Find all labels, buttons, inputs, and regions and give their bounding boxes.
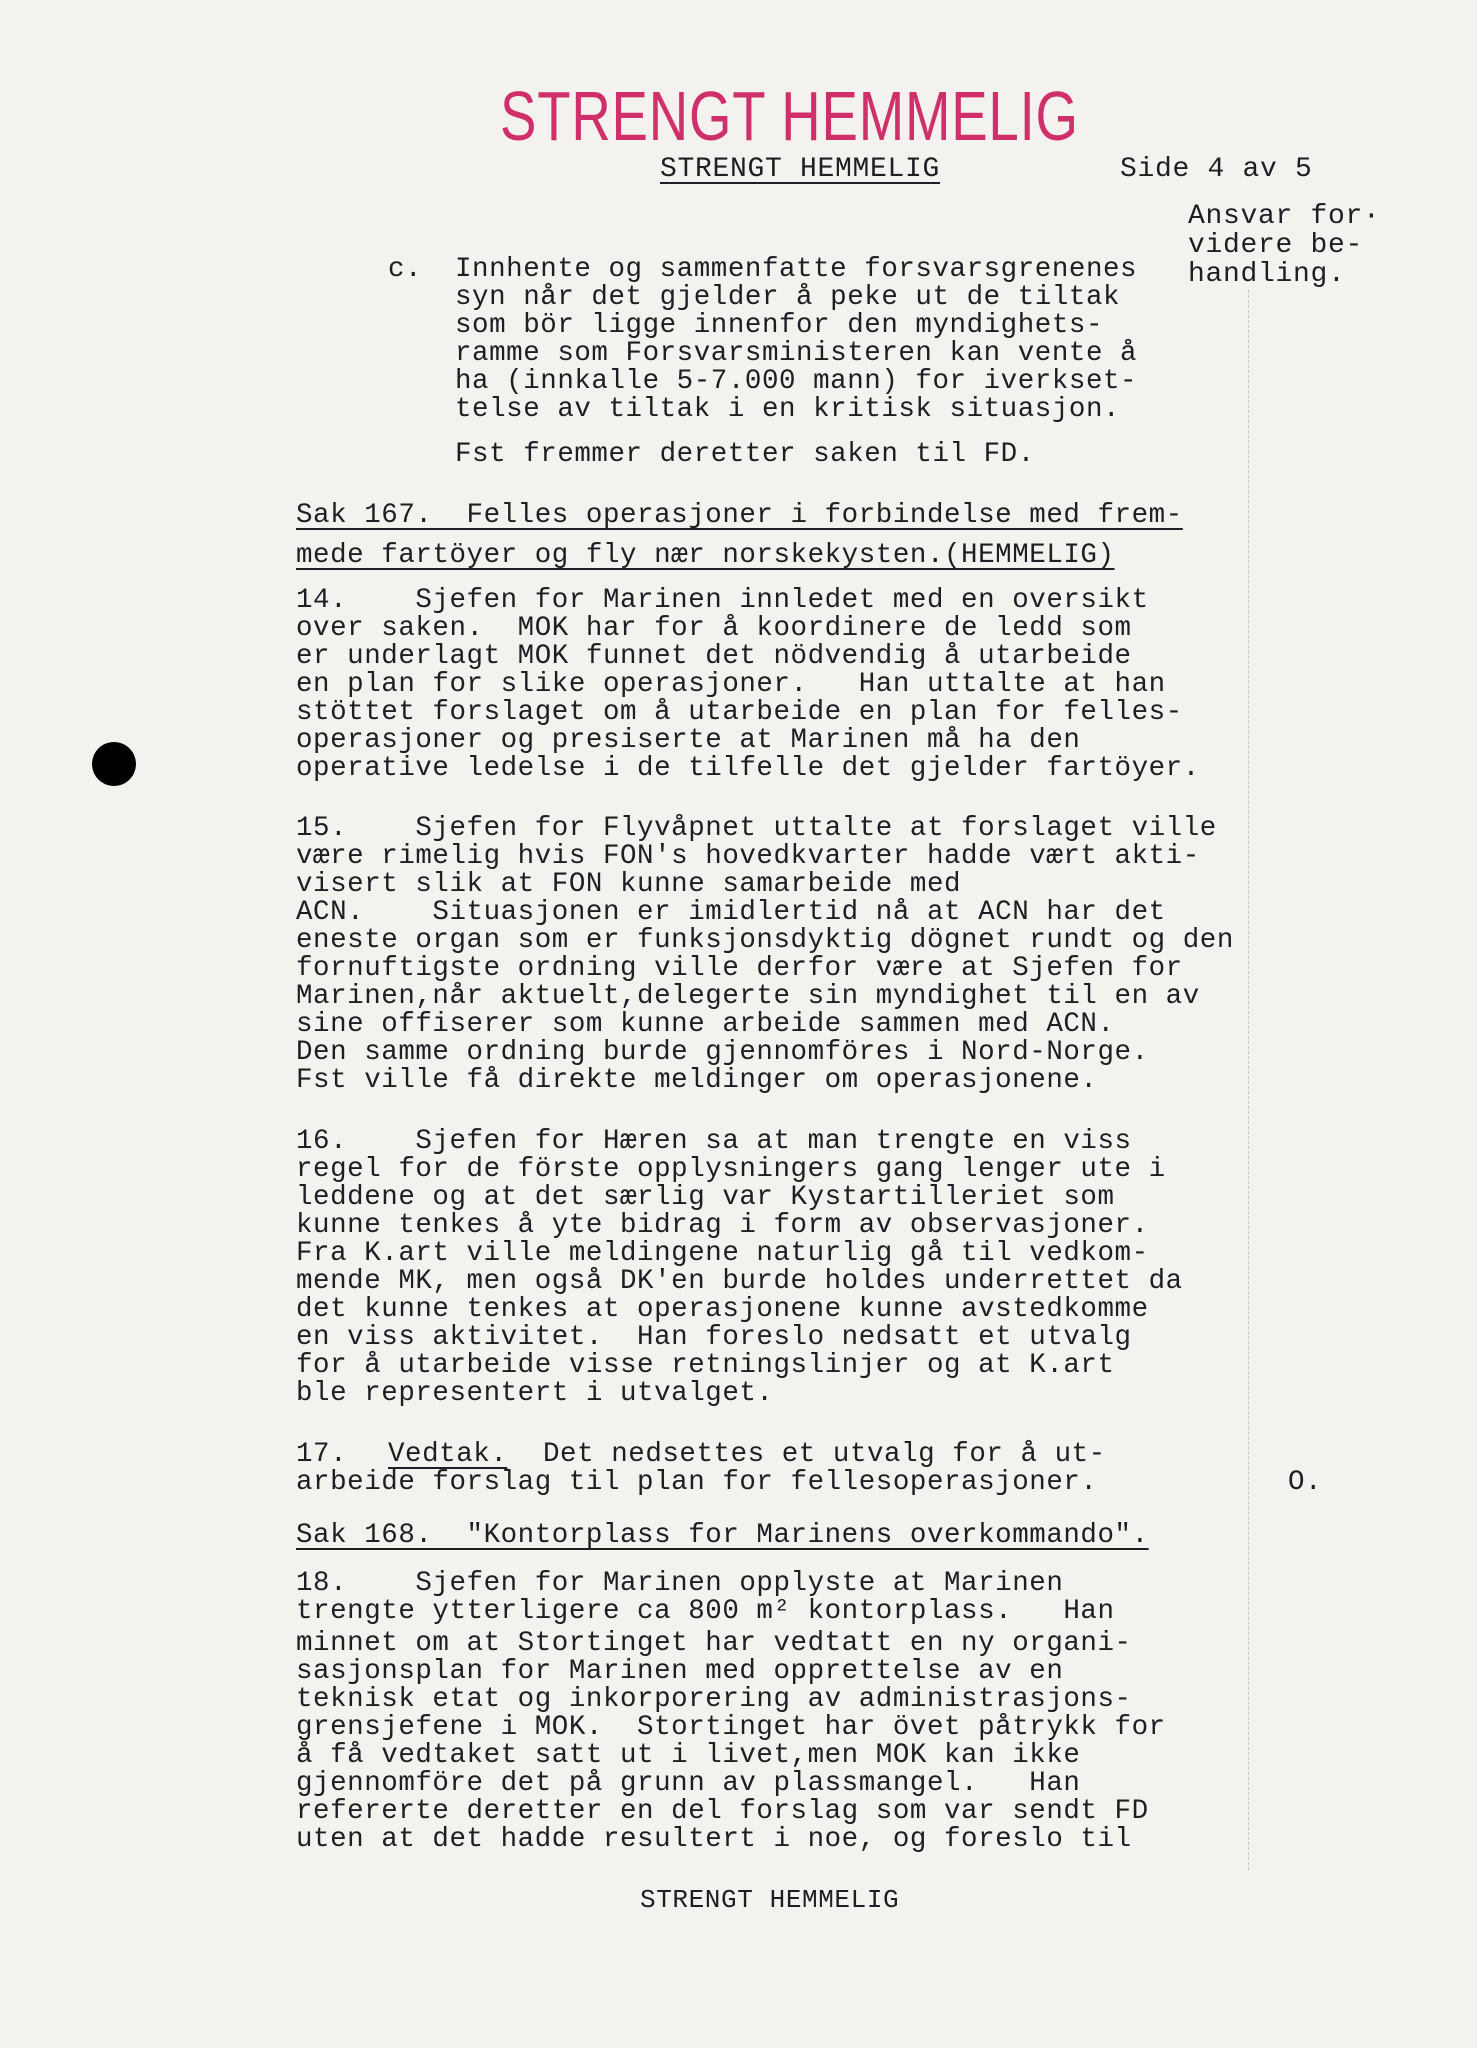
responsible-party: O. xyxy=(1288,1467,1323,1498)
case-heading: Sak 168. "Kontorplass for Marinens overkommando". xyxy=(296,1520,1149,1551)
paragraph-line: operative ledelse i de tilfelle det gjelder fartöyer. xyxy=(296,753,1200,784)
margin-column-line: handling. xyxy=(1188,259,1346,290)
paragraph-number: 17. xyxy=(296,1439,348,1470)
paragraph-line: være rimelig hvis FON's hovedkvarter hadde vært akti- xyxy=(296,841,1200,872)
paragraph-line: ramme som Forsvarsministeren kan vente å xyxy=(455,338,1138,369)
paragraph-line: Fra K.art ville meldingene naturlig gå til vedkom- xyxy=(296,1238,1149,1269)
margin-column-line: Ansvar for· xyxy=(1188,201,1381,232)
paragraph-line: eneste organ som er funksjonsdyktig dögnet rundt og den xyxy=(296,925,1234,956)
paragraph-line: over saken. MOK har for å koordinere de ledd som xyxy=(296,613,1132,644)
paragraph-line: grensjefene i MOK. Stortinget har övet påtrykk for xyxy=(296,1712,1166,1743)
paragraph-line: leddene og at det særlig var Kystartilleriet som xyxy=(296,1182,1115,1213)
paragraph-line: 18. Sjefen for Marinen opplyste at Marinen xyxy=(296,1568,1064,1599)
paragraph-line: refererte deretter en del forslag som var sendt FD xyxy=(296,1796,1149,1827)
paragraph-line: som bör ligge innenfor den myndighets- xyxy=(455,310,1104,341)
paragraph-line: 15. Sjefen for Flyvåpnet uttalte at forslaget ville xyxy=(296,813,1217,844)
paragraph-line: å få vedtaket satt ut i livet,men MOK kan ikke xyxy=(296,1740,1081,1771)
paragraph-line: teknisk etat og inkorporering av administrasjons- xyxy=(296,1684,1132,1715)
item-marker: c. xyxy=(388,254,423,285)
paragraph-line: operasjoner og presiserte at Marinen må ha den xyxy=(296,725,1081,756)
paragraph-line: Fst fremmer deretter saken til FD. xyxy=(455,439,1035,470)
case-heading: Sak 167. Felles operasjoner i forbindelse med frem- xyxy=(296,500,1183,531)
paragraph-line: ble representert i utvalget. xyxy=(296,1378,774,1409)
margin-column-line: videre be- xyxy=(1188,230,1364,261)
paragraph-line: sasjonsplan for Marinen med opprettelse av en xyxy=(296,1656,1064,1687)
classification-header: STRENGT HEMMELIG xyxy=(660,154,941,185)
paragraph-line: regel for de förste opplysningers gang lenger ute i xyxy=(296,1154,1166,1185)
paragraph-line: visert slik at FON kunne samarbeide med xyxy=(296,869,962,900)
decision-label: Vedtak. xyxy=(388,1439,508,1470)
paragraph-line: mende MK, men også DK'en burde holdes underrettet da xyxy=(296,1266,1183,1297)
paragraph-line: gjennomföre det på grunn av plassmangel. Han xyxy=(296,1768,1081,1799)
paragraph-line: kunne tenkes å yte bidrag i form av observasjoner. xyxy=(296,1210,1149,1241)
paragraph-line: uten at det hadde resultert i noe, og foreslo til xyxy=(296,1824,1132,1855)
punch-hole xyxy=(92,742,136,786)
paragraph-line: ACN. Situasjonen er imidlertid nå at ACN har det xyxy=(296,897,1166,928)
paragraph-line: fornuftigste ordning ville derfor være at Sjefen for xyxy=(296,953,1183,984)
paragraph-line: syn når det gjelder å peke ut de tiltak xyxy=(455,282,1121,313)
paragraph-line: for å utarbeide visse retningslinjer og at K.art xyxy=(296,1350,1115,1381)
paragraph-line: en plan for slike operasjoner. Han uttalte at han xyxy=(296,669,1166,700)
paragraph-line: er underlagt MOK funnet det nödvendig å utarbeide xyxy=(296,641,1132,672)
classification-stamp: STRENGT HEMMELIG xyxy=(500,77,1079,155)
case-heading: mede fartöyer og fly nær norskekysten.(HEMMELIG) xyxy=(296,540,1115,571)
paragraph-line: det kunne tenkes at operasjonene kunne avstedkomme xyxy=(296,1294,1149,1325)
paragraph-line: 14. Sjefen for Marinen innledet med en oversikt xyxy=(296,585,1149,616)
paragraph-line: Fst ville få direkte meldinger om operasjonene. xyxy=(296,1065,1098,1096)
paragraph-line: Marinen,når aktuelt,delegerte sin myndighet til en av xyxy=(296,981,1200,1012)
paragraph-line: ha (innkalle 5-7.000 mann) for iverkset- xyxy=(455,366,1138,397)
margin-column-header xyxy=(1188,202,1381,289)
paragraph-line: en viss aktivitet. Han foreslo nedsatt et utvalg xyxy=(296,1322,1132,1353)
paragraph-line: telse av tiltak i en kritisk situasjon. xyxy=(455,394,1121,425)
paragraph-line: arbeide forslag til plan for fellesoperasjoner. xyxy=(296,1467,1098,1498)
paragraph-line: Den samme ordning burde gjennomföres i Nord-Norge. xyxy=(296,1037,1149,1068)
paragraph-line: minnet om at Stortinget har vedtatt en ny organi- xyxy=(296,1628,1132,1659)
classification-footer: STRENGT HEMMELIG xyxy=(640,1885,900,1915)
paragraph-line: Det nedsettes et utvalg for å ut- xyxy=(543,1439,1106,1470)
paragraph-line: 16. Sjefen for Hæren sa at man trengte en viss xyxy=(296,1126,1132,1157)
paragraph-line: trengte ytterligere ca 800 m² kontorplass. Han xyxy=(296,1596,1115,1627)
paragraph-line: stöttet forslaget om å utarbeide en plan for felles- xyxy=(296,697,1183,728)
paragraph-line: sine offiserer som kunne arbeide sammen med ACN. xyxy=(296,1009,1115,1040)
paragraph-line: Innhente og sammenfatte forsvarsgrenenes xyxy=(455,254,1138,285)
page-number: Side 4 av 5 xyxy=(1120,154,1313,185)
margin-divider xyxy=(1248,290,1249,1870)
